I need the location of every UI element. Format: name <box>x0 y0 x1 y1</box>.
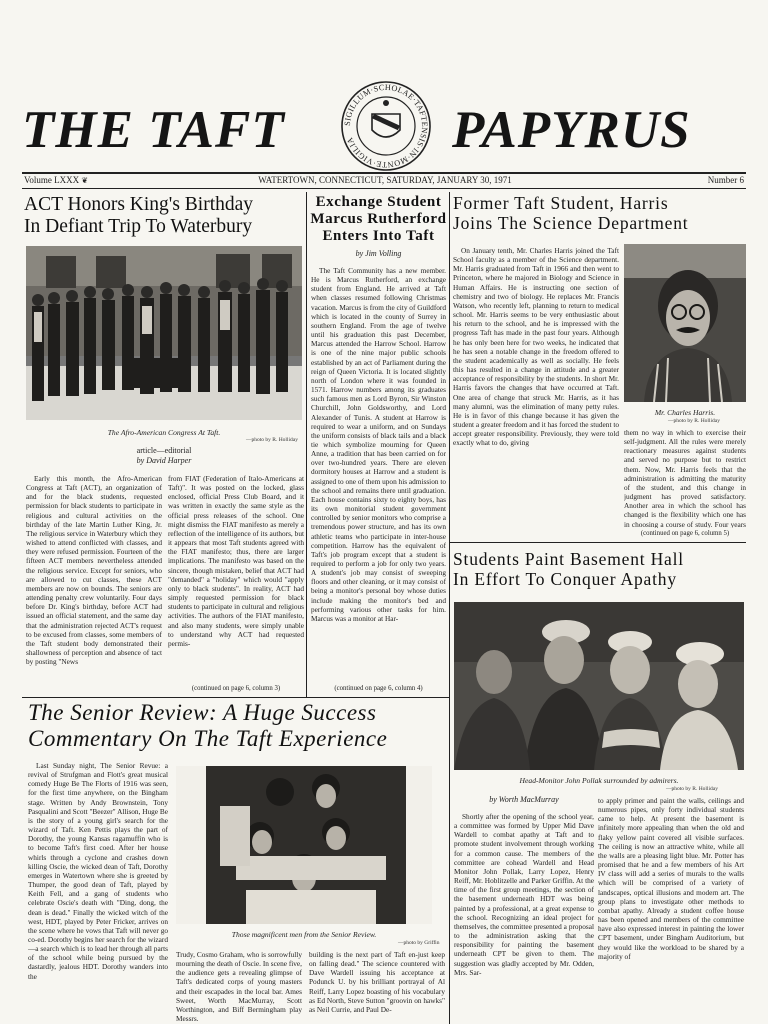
basement-headline: Students Paint Basement Hall In Effort To Conquer Apathy <box>453 549 684 589</box>
section-rule <box>450 542 746 543</box>
basement-photo <box>454 602 744 770</box>
section-rule <box>22 697 449 698</box>
masthead-title-right: PAPYRUS <box>452 101 691 159</box>
harris-continued: (continued on page 6, column 5) <box>640 530 730 537</box>
act-photo-credit: —photo by R. Holliday <box>246 437 298 443</box>
masthead-rule-top <box>22 172 746 174</box>
act-byline-type: article—editorial <box>136 446 192 455</box>
harris-body-col2: them no way in which to exercise their self-judgment. All the rules were merely reactionary measures against students and served no purpose but to restrict them. Now, Mr. Harris feels that the administration is admitting the maturity of the student, and this change in judgment has proved satisfactory. Another area in which the school has changed is the flexibility which one has in choosing a course of study. Four years <box>624 428 746 528</box>
masthead-title-left: THE TAFT <box>22 101 285 159</box>
senior-review-body-col3: building is the next part of Taft en-just keep on falling dead." The science countered with Dave Wardell issuing his acceptance at Podunck U. by his brilliant portrayal of Al Reiff, Larry Lopez boasting of his vocabulary as Ed North, Steve Sutton "groovin on hawks" as Neil Currie, and Paul De- <box>309 950 445 1014</box>
senior-review-photo <box>176 766 432 924</box>
basement-body-col1: Shortly after the opening of the school year, a committee was formed by Upper Mid Dave Wardell to combat apathy at Taft and to promote student involvement through working for a common cause. The members of the committee are cohead Wardell and Head Monitor John Pollak, Larry Lopez, Henry Reiff, Mr. Hoblitzelle and Parker Griffin. At the time of the first group meetings, the section of the basement underneath HDT was being painted by a professional, at a great expense to the school. Recognizing an ideal project for themselves, the committee presented a proposal to the administration asking that the responsibility for painting the basement underneath CPT be given to them. The suggestion was gladly accepted by Mr. Odden, Mrs. Sar- <box>454 812 594 977</box>
seal-lettering: SIGILLUM·SCHOLAE·TAFTENSIS·IN·MONTE·VIGILIA <box>342 82 430 170</box>
school-seal-icon <box>340 80 432 172</box>
exchange-continued: (continued on page 6, column 4) <box>334 685 423 692</box>
issue-number: Number 6 <box>707 175 744 185</box>
act-byline-author: by David Harper <box>136 456 192 465</box>
act-body-col2: from FIAT (Federation of Italo-Americans at Taft)". It was posted on the locked, glass enclosed, official Press Club Board, and it was written in exactly the same style as the official press releases of the school. One might dismiss the FIAT manifesto as merely a reflection of the intelligence of its authors, but it appears that most Taft students agreed with the FIAT manifesto; thus, there are larger implications. The manifesto was based on the sincere, though mistaken, belief that ACT had "demanded" a "holiday" which would "apply only to black students". In reality, ACT had simply requested permission for black students to participate in cultural and religious activities. The authors of the FIAT manifesto, and also many students, were simply unable to understand why ACT had requested permis- <box>168 474 304 648</box>
act-group-photo <box>26 246 302 420</box>
harris-photo-caption: Mr. Charles Harris. <box>654 408 716 417</box>
harris-photo-credit: —photo by R. Holliday <box>668 418 720 424</box>
senior-review-photo-caption: Those magnificent men from the Senior Review. <box>231 930 377 939</box>
basement-photo-credit: —photo by R. Holliday <box>666 786 718 792</box>
column-divider <box>306 192 307 698</box>
senior-review-body-col2: Trudy, Cosmo Graham, who is sorrowfully mourning the death of Oscie. In scene five, the audience gets a revealing glimpse of Taft's dedicated corps of young masters and their escapades in the local bar. Ames Sweet, Worth MacMurray, Scott Worthington, and Biff Bermingham play Messrs. <box>176 950 302 1024</box>
masthead-rule-bottom <box>22 188 746 189</box>
act-photo-caption: The Afro-American Congress At Taft. <box>107 428 221 437</box>
act-headline: ACT Honors King's Birthday In Defiant Trip To Waterbury <box>24 194 254 237</box>
column-divider <box>449 698 450 1024</box>
dateline: WATERTOWN, CONNECTICUT, SATURDAY, JANUARY 30, 1971 <box>258 175 512 185</box>
senior-review-headline: The Senior Review: A Huge Success Commentary On The Taft Experience <box>28 700 388 751</box>
senior-review-body-col1: Last Sunday night, The Senior Revue: a revival of Strufgman and Flott's great musical comedy Huge Be The Florts of 1916 was seen, for the first time anywhere, on the Bingham stage. Written by Andy Brownstein, Tony Pasqualini and Scott "Beezer" Allison, Huge Be is the story of a young girl's search for the wizard of Taft. Ken Pettis plays the part of Dorothy, the young Kansas ragamuffin who is to become Taft's first coed. After her house whirls through a cyclone and crashes down killing Oscie, the wicked dean of Taft, Dorothy emerges in Watertown where she is greeted by Thumper, the good dean of Taft, played by Keith Fell, and a gang of students who celebrate Oscie's death with "Ding, dong, the dean is dead." Finally the wicked witch of the west, HDT, played by Peter Fricker, arrives on the scene where he vows that Taft will never go co-ed. Dorothy begins her search for the wizard—a search which is to lead her through all parts of the school while being pursued by the dastardly, jealous HDT. Dorothy wanders into the <box>28 761 168 981</box>
column-divider <box>449 192 450 698</box>
senior-review-photo-credit: —photo by Griffin <box>398 940 440 946</box>
harris-portrait-photo <box>624 244 746 402</box>
basement-byline: by Worth MacMurray <box>489 795 559 804</box>
basement-body-col2: to apply primer and paint the walls, ceilings and numerous pipes, only forty individual students came to help. At present the basement is infinitely more appealing than when the old and flaky yellow paint covered all visible surfaces. The ceiling is now an attractive white, while all the walls are a pleasing light blue. Mr. Potter has promised that he and a few members of his Art IV class will add a series of murals to the walls which will be comprised of a variety of landscapes, optical illusions and modern art. The group plans to investigate other methods to combat apathy. Already a student coffee house has been opened and members of the committee have also expressed interest in painting the lower CPT basement, under Bingham Auditorium, but they would like the workload to be shared by a majority of <box>598 796 744 961</box>
exchange-body: The Taft Community has a new member. He is Marcus Rutherford, an exchange student from England. He arrived at Taft when classes resumed following Christmas vacation. Marcus is from the city of Guildford which is located in the county of Surrey in southern England. From the age of twelve until his graduation this past December, Marcus attended the Harrow School. Harrow is one of the nine major public schools established by an act of Parliament during the reign of Queen Victoria. It is located slightly north of London where it was founded in 1571. Harrow numbers among its graduates such famous men as Lord Byron, Sir Winston Churchill, John Goldsworthy, and Lord Alexander of Tunis. A student at Harrow is required to wear a uniform, and on Sundays the uniform consists of black tails and a black tie which symbolize mourning for Queen Anne, a tradition that has been carried on for over two-hundred years. There are eleven dormitory houses at Harrow and a student is assigned to one of them upon his admission to the school and remains there until graduation. Each house contains sixty to eighty boys, has its own monitorial student government controlled by senior monitors who comprise a tremendous power structure, and has its own athletic teams who participate in inter-house competition. Harrow has the equivalent of Taft's job program except that a student is required to perform a job for only two years. A student's job may consist of sweeping floors and other cleaning, or it may consist of being a monitor's personal boy whose duties include making the monitor's bed and performing various other tasks for him. Marcus was a monitor at Har- <box>311 266 446 623</box>
act-continued: (continued on page 6, column 3) <box>191 685 281 692</box>
harris-body-col1: On January tenth, Mr. Charles Harris joined the Taft School faculty as a member of the Science department. Mr. Harris graduated from Taft in 1966 and then went to Princeton, where he majored in Biology and Science in Human Affairs. He is instructing one section of chemistry and two of biology. He replaces Mr. Francis Watson, who recently left, planning to return to medical school. Mr. Harris seems to be very enthusiastic about his return to the school, and he is impressed with the progress Taft has made in the past four years. Although he has only been here for two weeks, he indicated that he has seen a notable change in the freedom offered to the student academically as well as socially. He feels this has resulted in a change in attitude and a greater acceptance of responsibility by the students. In short Mr. Harris favors the changes that have occurred at Taft. One area of change that struck Mr. Harris, as it has many alumni, was the elimination of many petty rules. He is in favor of this change because it has given the student a greater freedom and it has forced the student to accept greater responsibility. Previously, they were told exactly what to do, giving <box>453 246 619 448</box>
basement-photo-caption: Head-Monitor John Pollak surrounded by admirers. <box>519 776 679 785</box>
act-body-col1: Early this month, the Afro-American Congress at Taft (ACT), an organization of and for the black students, requested permission for black students to participate in religious and cultural activities on the birthday of the late Martin Luther King, Jr. The religious service in Waterbury which they wished to attend conflicted with classes, and they were refused permission. Fourteen of the fifteen ACT members nevertheless attended the religious service. Except for seniors, who are allowed to cut classes, these ACT members are now on bounds. The seniors are attending penalty crew voluntarily. Four days before Dr. King's birthday, before ACT had issued an official statement, and the same day that the administration rejected ACT's request to be excused from classes, some members of the Taft student body demonstrated their shallowness of perception and absence of tact by posting "News <box>26 474 162 667</box>
exchange-byline: by Jim Volling <box>355 249 402 258</box>
volume-label: Volume LXXX ❦ <box>24 175 89 185</box>
harris-headline: Former Taft Student, Harris Joins The Science Department <box>453 193 689 233</box>
exchange-headline: Exchange Student Marcus Rutherford Enters Into Taft <box>310 194 447 244</box>
